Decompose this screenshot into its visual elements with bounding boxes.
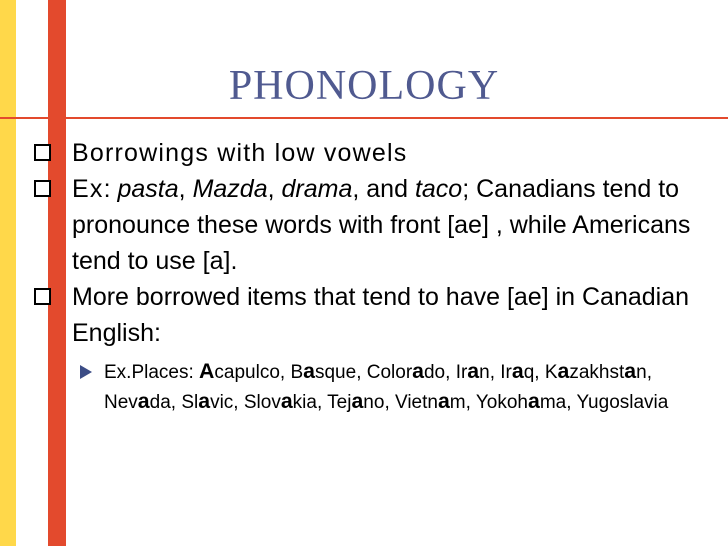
sub-bullet-prefix: Ex.Places: bbox=[104, 362, 200, 383]
emphasized-a: a bbox=[511, 359, 524, 383]
emphasized-a: a bbox=[624, 359, 637, 383]
place-item bbox=[395, 389, 476, 413]
place-text: zakhst bbox=[569, 362, 625, 383]
place-text: do bbox=[423, 362, 446, 383]
emphasized-a: a bbox=[412, 359, 424, 383]
slide-title: PHONOLOGY bbox=[228, 63, 500, 109]
bullet-3 bbox=[18, 279, 718, 351]
bullet-2 bbox=[18, 171, 718, 279]
emphasized-a: a bbox=[467, 359, 480, 383]
place-text: , bbox=[534, 362, 545, 383]
sub-bullet bbox=[18, 357, 718, 417]
place-text: no bbox=[363, 392, 385, 413]
place-text: Ir bbox=[500, 362, 512, 383]
emphasized-a: a bbox=[280, 389, 293, 413]
emphasized-a: a bbox=[527, 389, 540, 413]
emphasized-a: a bbox=[303, 359, 315, 383]
place-text: ma bbox=[539, 392, 567, 413]
place-item bbox=[243, 389, 328, 413]
comma: , bbox=[267, 175, 282, 203]
place-item bbox=[455, 359, 501, 383]
place-text: Slov bbox=[243, 392, 281, 413]
place-text: , bbox=[316, 392, 328, 413]
place-item bbox=[104, 389, 182, 413]
place-text: Tej bbox=[327, 392, 352, 413]
place-text: K bbox=[544, 362, 558, 383]
bullet-2-rest: ; Canadians tend to pronounce these words with front [ae] , while Americans tend to use [a]. bbox=[72, 175, 691, 275]
place-text: kia bbox=[292, 392, 317, 413]
place-text: , bbox=[384, 392, 395, 413]
place-text: Yugoslavia bbox=[576, 392, 669, 413]
place-text: , bbox=[233, 392, 244, 413]
emphasized-a: a bbox=[198, 389, 211, 413]
place-item bbox=[500, 359, 545, 383]
place-text: q bbox=[523, 362, 535, 383]
place-text: , bbox=[356, 362, 367, 383]
place-text: Vietn bbox=[395, 392, 438, 413]
place-item bbox=[366, 359, 456, 383]
square-bullet-icon bbox=[34, 180, 51, 197]
square-bullet-icon bbox=[34, 288, 51, 305]
place-text: , bbox=[646, 362, 652, 383]
place-text: Ir bbox=[455, 362, 468, 383]
word-mazda: Mazda bbox=[192, 175, 268, 203]
bullet-1 bbox=[18, 135, 718, 171]
place-text: n bbox=[636, 362, 647, 383]
place-text: , bbox=[445, 362, 456, 383]
place-text: da bbox=[149, 392, 171, 413]
place-item bbox=[576, 392, 668, 413]
place-text: Sl bbox=[181, 392, 199, 413]
place-text: n bbox=[479, 362, 490, 383]
place-text: Color bbox=[366, 362, 413, 383]
word-pasta: pasta bbox=[117, 175, 179, 203]
place-item bbox=[290, 359, 367, 383]
place-text: m bbox=[449, 392, 466, 413]
place-item bbox=[327, 389, 395, 413]
place-text: , bbox=[465, 392, 476, 413]
place-text: , bbox=[170, 392, 182, 413]
word-taco: taco bbox=[414, 175, 463, 203]
place-item bbox=[181, 389, 244, 413]
place-text: , bbox=[566, 392, 577, 413]
place-text: sque bbox=[314, 362, 357, 383]
place-text: capulco bbox=[214, 362, 280, 383]
title-divider bbox=[0, 117, 728, 119]
place-item bbox=[475, 389, 577, 413]
place-text: B bbox=[290, 362, 304, 383]
place-text: Nev bbox=[104, 392, 138, 413]
place-text: Yokoh bbox=[475, 392, 528, 413]
slide-body bbox=[18, 135, 718, 417]
emphasized-a: a bbox=[137, 389, 150, 413]
emphasized-a: a bbox=[437, 389, 450, 413]
comma: , bbox=[178, 175, 193, 203]
place-text: , bbox=[279, 362, 291, 383]
emphasized-a: A bbox=[199, 359, 215, 383]
bullet-2-lead: Ex bbox=[72, 175, 104, 203]
word-drama: drama bbox=[281, 175, 353, 203]
emphasized-a: a bbox=[557, 359, 570, 383]
place-text: vic bbox=[210, 392, 234, 413]
square-bullet-icon bbox=[34, 144, 51, 161]
bullet-2-sep: : bbox=[103, 175, 118, 203]
bullet-3-text: More borrowed items that tend to have [ae] in Canadian English: bbox=[72, 283, 690, 347]
place-item bbox=[199, 359, 291, 383]
emphasized-a: a bbox=[351, 389, 364, 413]
and-text: , and bbox=[352, 175, 415, 203]
place-item bbox=[544, 359, 652, 383]
place-text: , bbox=[489, 362, 501, 383]
triangle-bullet-icon bbox=[80, 365, 92, 379]
bullet-1-text: Borrowings with low vowels bbox=[72, 139, 408, 167]
